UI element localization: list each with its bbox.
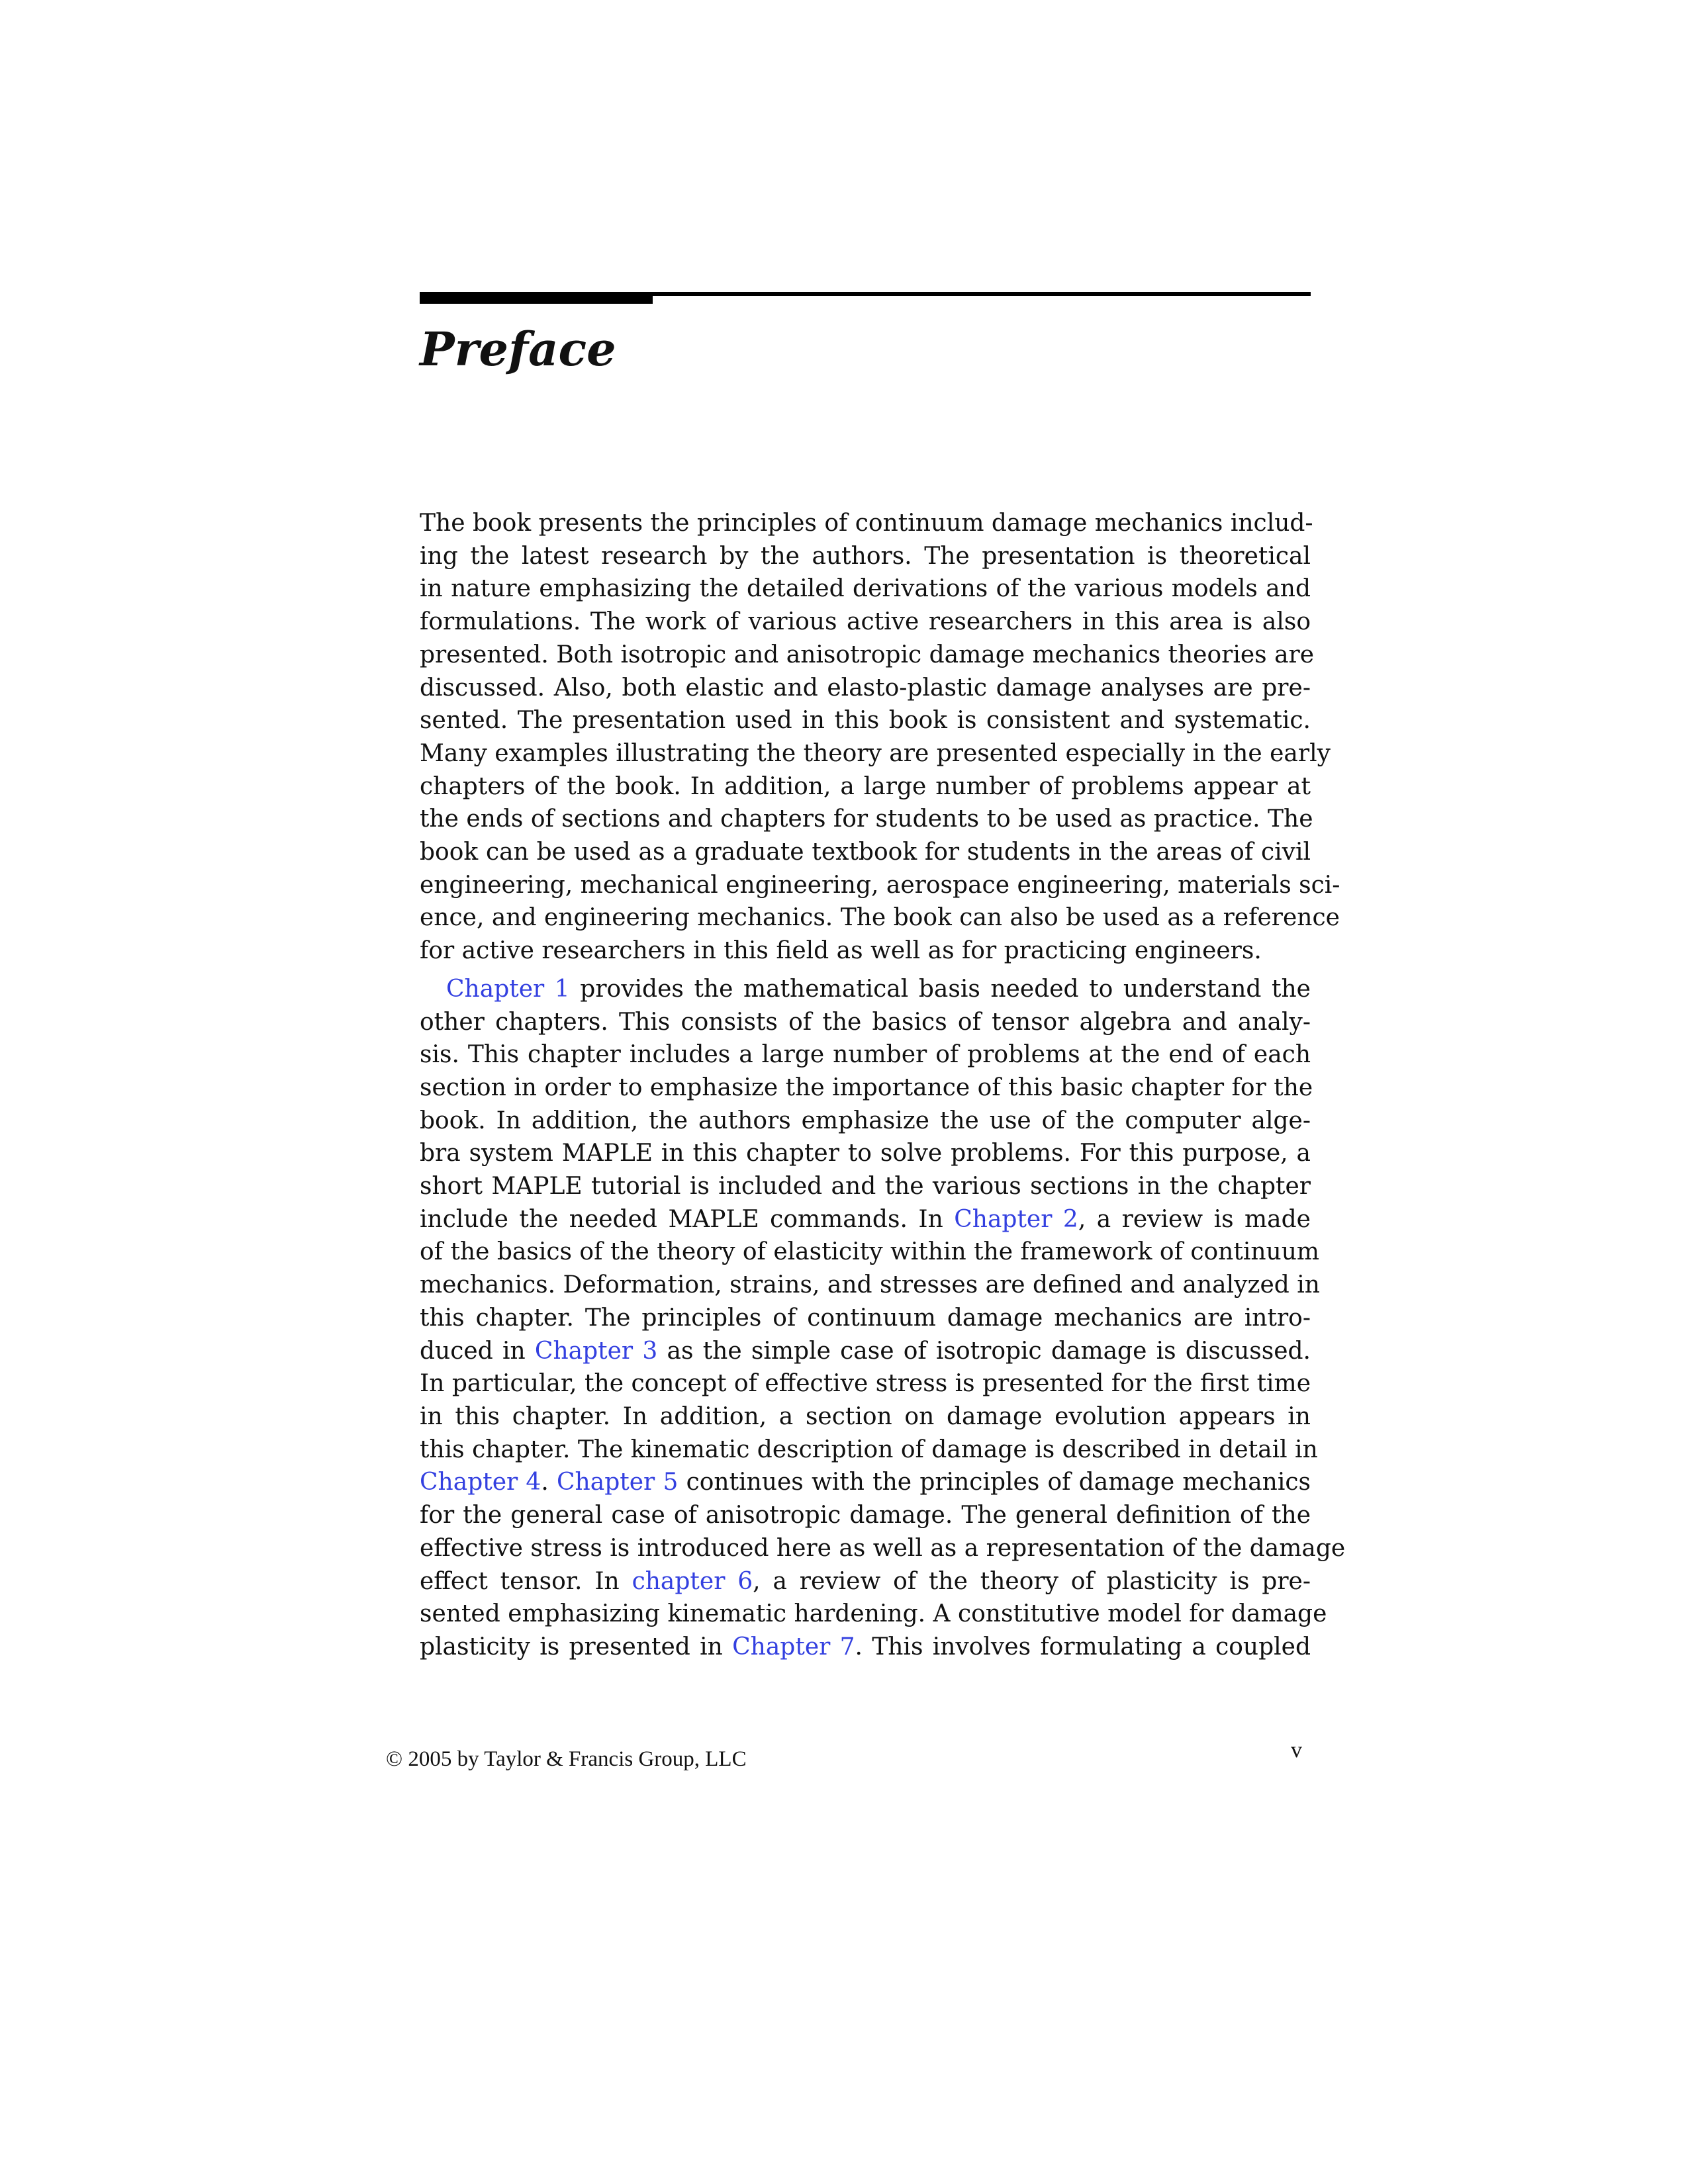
chapter-6-link[interactable]: chapter 6 — [632, 1567, 753, 1595]
chapter-2-link[interactable]: Chapter 2 — [954, 1205, 1078, 1233]
text-segment: . — [541, 1469, 557, 1496]
body-text — [420, 507, 1346, 1664]
text-segment: plasticity is presented in — [420, 1633, 733, 1661]
text-line: sis. This chapter includes a large number of problems at the end of each — [420, 1041, 1311, 1069]
page-title: Preface — [420, 322, 616, 377]
text-segment: duced in — [420, 1337, 535, 1365]
text-line: this chapter. The kinematic description of damage is described in detail in — [420, 1435, 1318, 1463]
text-line: mechanics. Deformation, strains, and stresses are defined and analyzed in — [420, 1271, 1320, 1299]
text-line: sented. The presentation used in this book is consistent and systematic. — [420, 707, 1311, 735]
text-line: short MAPLE tutorial is included and the various sections in the chapter — [420, 1173, 1311, 1201]
text-line: bra system MAPLE in this chapter to solve problems. For this purpose, a — [420, 1140, 1311, 1167]
text-line: engineering, mechanical engineering, aerospace engineering, materials sci- — [420, 871, 1340, 899]
paragraph-2 — [420, 973, 1346, 1664]
text-line: In particular, the concept of effective stress is presented for the first time — [420, 1370, 1311, 1398]
text-line: book can be used as a graduate textbook for students in the areas of civil — [420, 839, 1311, 866]
text-line: for active researchers in this field as well as for practicing engineers. — [420, 937, 1262, 965]
chapter-4-link[interactable]: Chapter 4 — [420, 1469, 541, 1496]
text-line — [420, 1466, 1311, 1499]
text-line: ing the latest research by the authors. The presentation is theoretical — [420, 542, 1311, 570]
text-line — [420, 1565, 1311, 1598]
text-line: the ends of sections and chapters for students to be used as practice. The — [420, 805, 1313, 833]
text-line: presented. Both isotropic and anisotropic damage mechanics theories are — [420, 641, 1315, 668]
text-line — [420, 1335, 1311, 1368]
text-segment: , a review of the theory of plasticity is pre- — [753, 1567, 1311, 1595]
text-segment: provides the mathematical basis needed to understand the — [569, 975, 1311, 1003]
copyright-notice: © 2005 by Taylor & Francis Group, LLC — [386, 1747, 747, 1771]
text-segment: effect tensor. In — [420, 1567, 632, 1595]
text-line: Many examples illustrating the theory are presented especially in the early — [420, 739, 1331, 767]
text-segment: include the needed MAPLE commands. In — [420, 1205, 955, 1233]
text-line: ence, and engineering mechanics. The book can also be used as a reference — [420, 904, 1340, 932]
chapter-3-link[interactable]: Chapter 3 — [534, 1337, 658, 1365]
chapter-5-link[interactable]: Chapter 5 — [557, 1469, 679, 1496]
text-line — [420, 973, 1311, 1006]
paragraph-1 — [420, 507, 1340, 968]
text-line: formulations. The work of various active researchers in this area is also — [420, 608, 1311, 636]
text-line — [420, 1203, 1311, 1236]
text-line: in this chapter. In addition, a section on damage evolution appears in — [420, 1402, 1311, 1430]
header-rule-accent — [420, 292, 653, 304]
page-number: v — [1291, 1738, 1302, 1762]
text-line: discussed. Also, both elastic and elasto-plastic damage analyses are pre- — [420, 674, 1311, 702]
text-segment: , a review is made — [1078, 1205, 1311, 1233]
text-line: other chapters. This consists of the basics of tensor algebra and analy- — [420, 1008, 1311, 1036]
chapter-1-link[interactable]: Chapter 1 — [446, 975, 570, 1003]
text-line: effective stress is introduced here as well as a representation of the damage — [420, 1534, 1346, 1562]
text-line: chapters of the book. In addition, a large number of problems appear at — [420, 772, 1311, 800]
text-line: The book presents the principles of continuum damage mechanics includ- — [420, 510, 1313, 537]
text-line — [420, 1631, 1311, 1664]
text-segment: as the simple case of isotropic damage is discussed. — [657, 1337, 1311, 1365]
text-line: sented emphasizing kinematic hardening. A constitutive model for damage — [420, 1600, 1327, 1628]
chapter-7-link[interactable]: Chapter 7 — [732, 1633, 855, 1661]
text-line: this chapter. The principles of continuum damage mechanics are intro- — [420, 1304, 1311, 1332]
text-line: of the basics of the theory of elasticity within the framework of continuum — [420, 1238, 1320, 1266]
text-segment: continues with the principles of damage mechanics — [678, 1469, 1311, 1496]
text-segment: . This involves formulating a coupled — [855, 1633, 1311, 1661]
text-line: section in order to emphasize the importance of this basic chapter for the — [420, 1073, 1313, 1101]
text-line: in nature emphasizing the detailed derivations of the various models and — [420, 575, 1311, 603]
text-line: for the general case of anisotropic damage. The general definition of the — [420, 1502, 1311, 1529]
text-line: book. In addition, the authors emphasize the use of the computer alge- — [420, 1107, 1311, 1134]
